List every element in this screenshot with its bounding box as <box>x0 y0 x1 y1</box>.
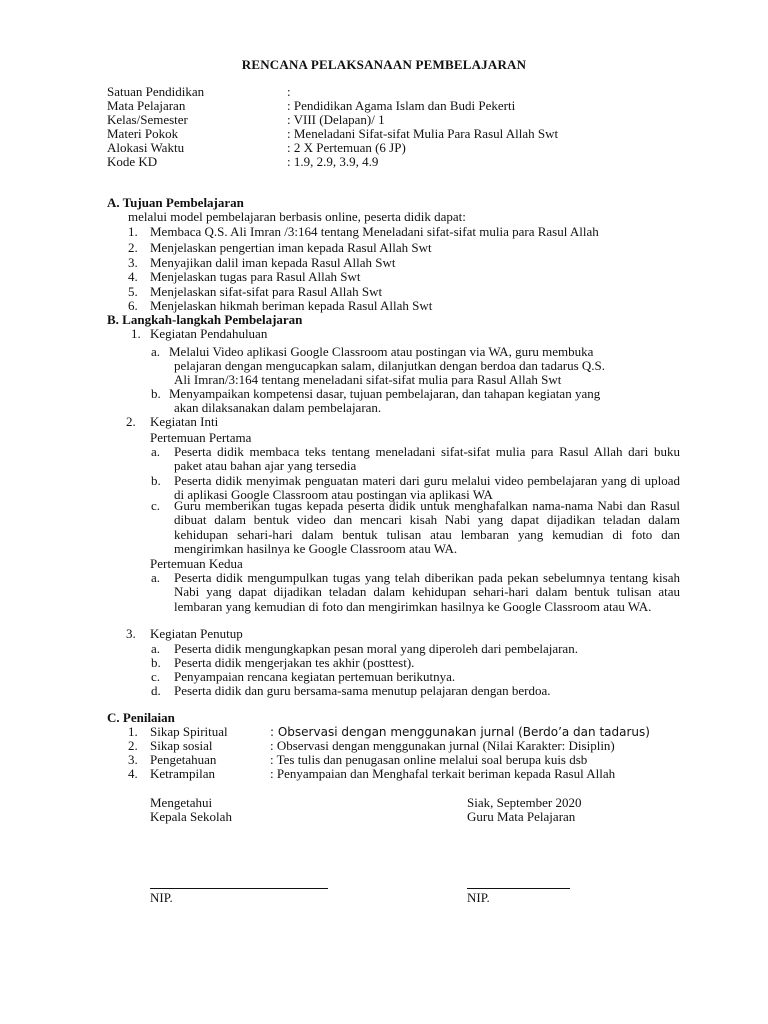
assessment-label: Pengetahuan <box>150 752 217 767</box>
identity-label: Alokasi Waktu <box>107 140 185 155</box>
list-number: 1. <box>131 326 141 341</box>
text-line: akan dilaksanakan dalam pembelajaran. <box>174 400 382 415</box>
list-number: 4. <box>128 766 138 781</box>
assessment-label: Sikap sosial <box>150 738 213 753</box>
list-letter: d. <box>151 683 161 698</box>
signature-line-right <box>467 888 570 889</box>
subsection-title: Kegiatan Inti <box>150 414 219 429</box>
list-item: Peserta didik dan guru bersama-sama menutup pelajaran dengan berdoa. <box>174 683 551 698</box>
identity-value: : 2 X Pertemuan (6 JP) <box>287 140 406 155</box>
list-letter: b. <box>151 655 161 670</box>
list-item: Peserta didik membaca teks tentang meneladani sifat-sifat mulia para Rasul Allah dari buku paket atau bahan ajar yang tersedia <box>174 444 680 474</box>
assessment-value: : Observasi dengan menggunakan jurnal (Nilai Karakter: Disiplin) <box>270 738 615 753</box>
assessment-label: Sikap Spiritual <box>150 724 228 739</box>
list-item: Membaca Q.S. Ali Imran /3:164 tentang Meneladani sifat-sifat mulia para Rasul Allah <box>150 224 599 239</box>
text-line: pelajaran dengan mengucapkan salam, dilanjutkan dengan berdoa dan tadarus Q.S. <box>174 358 606 373</box>
identity-label: Kode KD <box>107 154 158 169</box>
list-number: 3. <box>128 255 138 270</box>
text-line: Melalui Video aplikasi Google Classroom atau postingan via WA, guru membuka <box>169 344 594 359</box>
list-item: Menjelaskan hikmah beriman kepada Rasul Allah Swt <box>150 298 433 313</box>
list-letter: b. <box>151 386 161 401</box>
list-letter: c. <box>151 498 161 513</box>
identity-label: Satuan Pendidikan <box>107 84 205 99</box>
list-number: 2. <box>126 414 136 429</box>
acknowledged-label: Mengetahui <box>150 795 213 810</box>
list-item: Peserta didik mengungkapkan pesan moral yang diperoleh dari pembelajaran. <box>174 641 578 656</box>
assessment-value: : Penyampaian dan Menghafal terkait beriman kepada Rasul Allah <box>270 766 616 781</box>
list-item: Peserta didik mengerjakan tes akhir (posttest). <box>174 655 415 670</box>
document-title: RENCANA PELAKSANAAN PEMBELAJARAN <box>241 57 527 72</box>
list-item: Menjelaskan sifat-sifat para Rasul Allah Swt <box>150 284 383 299</box>
list-number: 2. <box>128 240 138 255</box>
nip-label-left: NIP. <box>150 890 173 905</box>
section-c-heading: C. Penilaian <box>107 710 175 725</box>
list-item: Guru memberikan tugas kepada peserta didik untuk menghafalkan nama-nama Nabi dan Rasul dibuat dalam bentuk video dan mencari kisah Nabi yang dapat dijadikan teladan dalam kehidupan sehari-hari dalam bentuk tulisan atau lembaran yang kemudian di foto dan mengirimkan hasilnya ke Google Classroom atau WA. <box>174 498 680 556</box>
assessment-label: Ketrampilan <box>150 766 215 781</box>
list-item: Peserta didik mengumpulkan tugas yang telah diberikan pada pekan sebelumnya tentang kisah Nabi yang dapat dijadikan teladan dalam kehidupan sehari-hari dalam bentuk tulisan atau lembaran yang kemudian di foto dan mengirimkan hasilnya ke Google Classroom atau WA. <box>174 570 680 614</box>
principal-title: Kepala Sekolah <box>150 809 232 824</box>
assessment-value: : Tes tulis dan penugasan online melalui soal berupa kuis dsb <box>270 752 588 767</box>
meeting-title: Pertemuan Pertama <box>150 430 252 445</box>
text-line: Menyampaikan kompetensi dasar, tujuan pembelajaran, dan tahapan kegiatan yang <box>169 386 601 401</box>
identity-label: Mata Pelajaran <box>107 98 186 113</box>
list-number: 3. <box>128 752 138 767</box>
list-item: Peserta didik menyimak penguatan materi dari guru melalui video pembelajaran yang di upload di aplikasi Google Classroom atau postingan via aplikasi WA <box>174 473 680 503</box>
list-number: 5. <box>128 284 138 299</box>
identity-label: Kelas/Semester <box>107 112 188 127</box>
identity-value: : <box>287 84 291 99</box>
list-number: 1. <box>128 724 138 739</box>
list-number: 4. <box>128 269 138 284</box>
list-number: 2. <box>128 738 138 753</box>
list-letter: a. <box>151 344 161 359</box>
list-item: Menyajikan dalil iman kepada Rasul Allah Swt <box>150 255 396 270</box>
identity-value: : VIII (Delapan)/ 1 <box>287 112 385 127</box>
list-letter: a. <box>151 570 161 585</box>
place-date: Siak, September 2020 <box>467 795 582 810</box>
identity-value: : Pendidikan Agama Islam dan Budi Pekerti <box>287 98 516 113</box>
meeting-title: Pertemuan Kedua <box>150 556 243 571</box>
list-letter: b. <box>151 473 161 488</box>
section-b-heading: B. Langkah-langkah Pembelajaran <box>107 312 303 327</box>
identity-label: Materi Pokok <box>107 126 179 141</box>
subsection-title: Kegiatan Penutup <box>150 626 243 641</box>
subsection-title: Kegiatan Pendahuluan <box>150 326 268 341</box>
section-a-heading: A. Tujuan Pembelajaran <box>107 195 244 210</box>
identity-value: : 1.9, 2.9, 3.9, 4.9 <box>287 154 379 169</box>
nip-label-right: NIP. <box>467 890 490 905</box>
list-number: 3. <box>126 626 136 641</box>
identity-value: : Meneladani Sifat-sifat Mulia Para Rasul Allah Swt <box>287 126 559 141</box>
list-letter: c. <box>151 669 161 684</box>
list-item: Penyampaian rencana kegiatan pertemuan berikutnya. <box>174 669 456 684</box>
list-item: Menjelaskan tugas para Rasul Allah Swt <box>150 269 361 284</box>
teacher-title: Guru Mata Pelajaran <box>467 809 576 824</box>
section-a-intro: melalui model pembelajaran berbasis online, peserta didik dapat: <box>128 209 466 224</box>
signature-line-left <box>150 888 328 889</box>
list-item: Menjelaskan pengertian iman kepada Rasul Allah Swt <box>150 240 432 255</box>
list-letter: a. <box>151 444 161 459</box>
list-letter: a. <box>151 641 161 656</box>
text-line: Ali Imran/3:164 tentang meneladani sifat-sifat mulia para Rasul Allah Swt <box>174 372 562 387</box>
assessment-value: : Observasi dengan menggunakan jurnal (Berdo’a dan tadarus) <box>270 725 650 739</box>
list-number: 1. <box>128 224 138 239</box>
list-number: 6. <box>128 298 138 313</box>
